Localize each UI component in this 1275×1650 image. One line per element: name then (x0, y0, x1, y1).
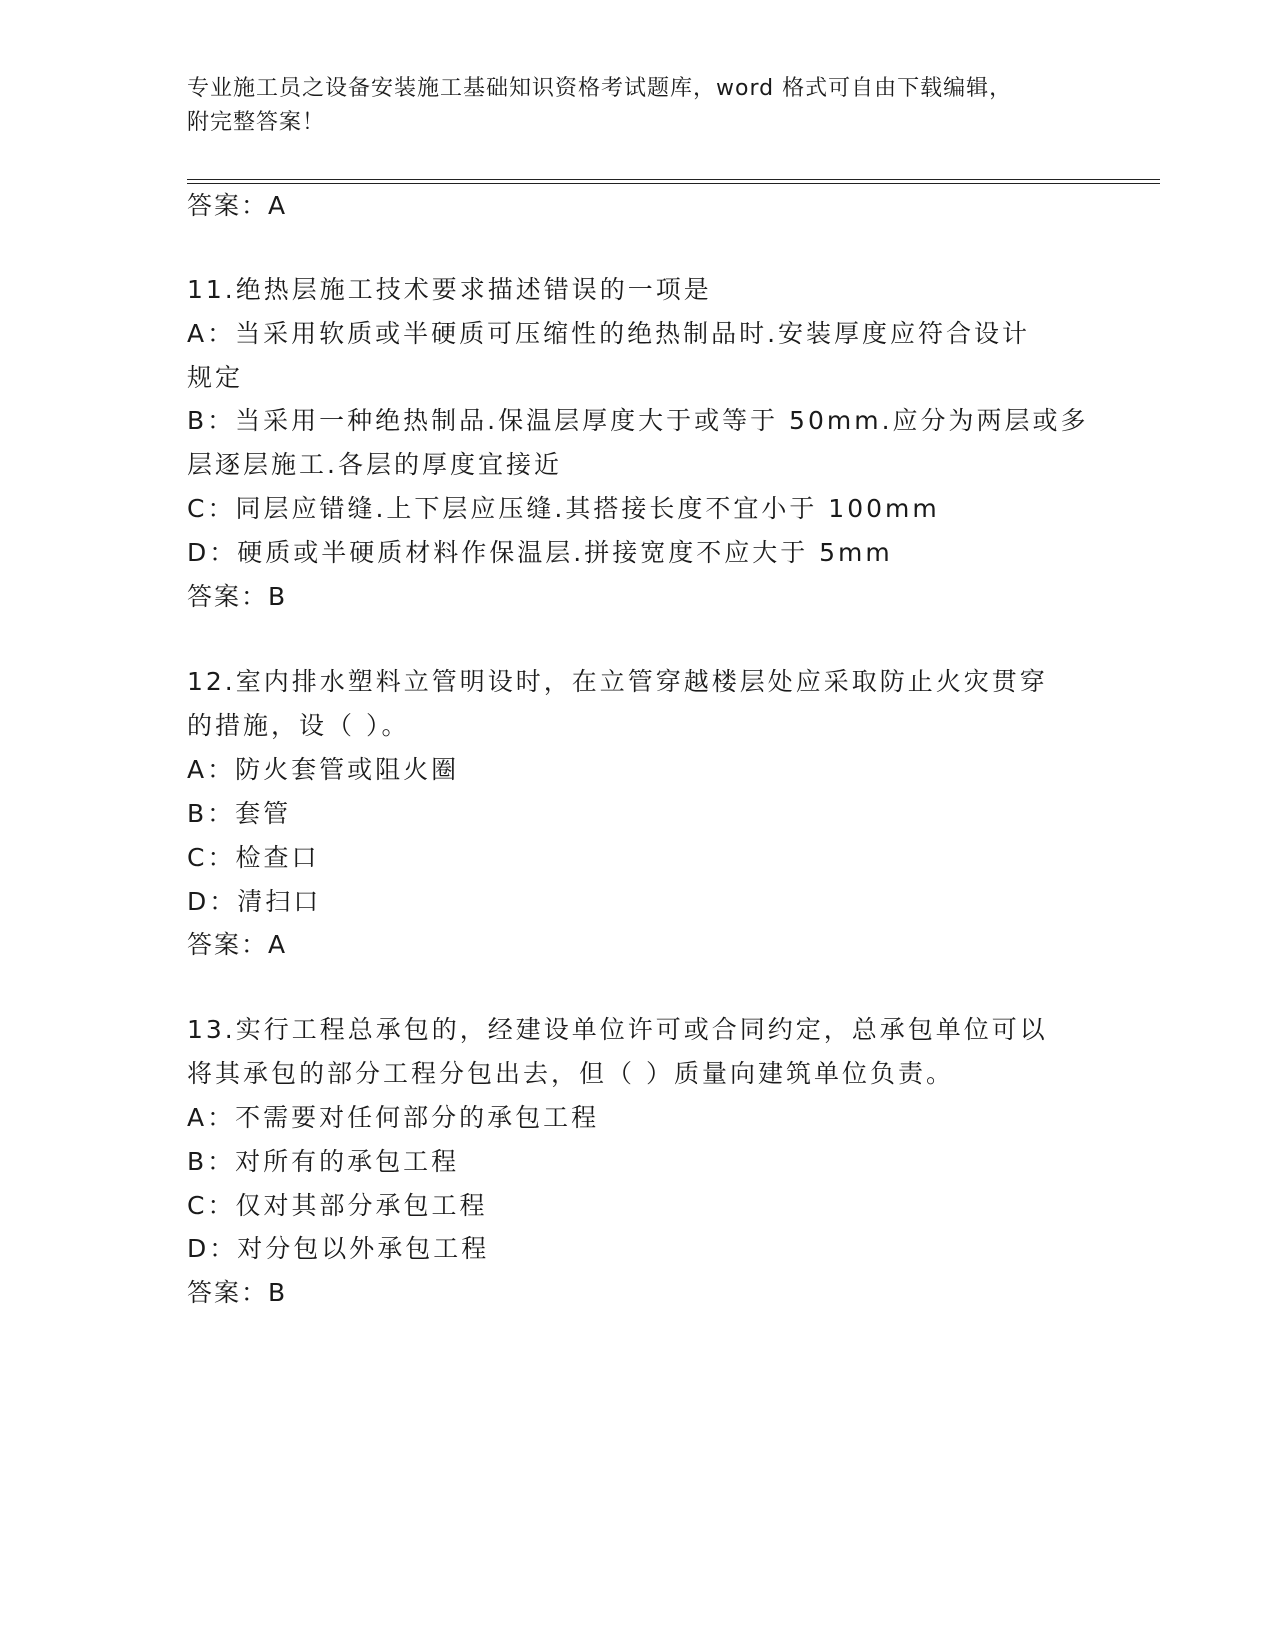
header-divider-top (187, 179, 1160, 180)
previous-answer: 答案：A (187, 191, 288, 220)
header-line-1: 专业施工员之设备安装施工基础知识资格考试题库，word 格式可自由下载编辑， (187, 76, 1013, 101)
header-divider-bottom (187, 183, 1160, 184)
question-11-option-b-line-2: 层逐层施工.各层的厚度宜接近 (187, 450, 562, 479)
question-13-text-line-1: 13.实行工程总承包的，经建设单位许可或合同约定，总承包单位可以 (187, 1015, 1048, 1044)
question-12-option-a: A：防火套管或阻火圈 (187, 755, 460, 784)
question-13-option-b: B：对所有的承包工程 (187, 1147, 460, 1176)
question-13-answer: 答案：B (187, 1278, 288, 1307)
question-13-option-a: A：不需要对任何部分的承包工程 (187, 1103, 600, 1132)
question-13-option-d: D：对分包以外承包工程 (187, 1234, 490, 1263)
question-11-option-a-line-2: 规定 (187, 363, 244, 392)
question-13-option-c: C：仅对其部分承包工程 (187, 1191, 488, 1220)
question-12-option-b: B：套管 (187, 799, 292, 828)
header-line-2: 附完整答案！ (187, 110, 326, 135)
question-11-option-b-line-1: B：当采用一种绝热制品.保温层厚度大于或等于 50mm.应分为两层或多 (187, 406, 1089, 435)
document-header (187, 72, 1087, 140)
question-11-option-d: D：硬质或半硬质材料作保温层.拼接宽度不应大于 5mm (187, 538, 893, 567)
question-12-option-c: C：检查口 (187, 843, 320, 872)
question-12-text-line-2: 的措施，设（ ）。 (187, 711, 410, 740)
question-11-option-a-line-1: A：当采用软质或半硬质可压缩性的绝热制品时.安装厚度应符合设计 (187, 319, 1031, 348)
question-12-answer: 答案：A (187, 930, 288, 959)
question-11-text: 11.绝热层施工技术要求描述错误的一项是 (187, 275, 712, 304)
question-12-text-line-1: 12.室内排水塑料立管明设时，在立管穿越楼层处应采取防止火灾贯穿 (187, 667, 1048, 696)
question-12-option-d: D：清扫口 (187, 887, 322, 916)
question-13-text-line-2: 将其承包的部分工程分包出去，但（ ）质量向建筑单位负责。 (187, 1059, 954, 1088)
question-11-answer: 答案：B (187, 582, 288, 611)
question-11-option-c: C：同层应错缝.上下层应压缝.其搭接长度不宜小于 100mm (187, 494, 940, 523)
